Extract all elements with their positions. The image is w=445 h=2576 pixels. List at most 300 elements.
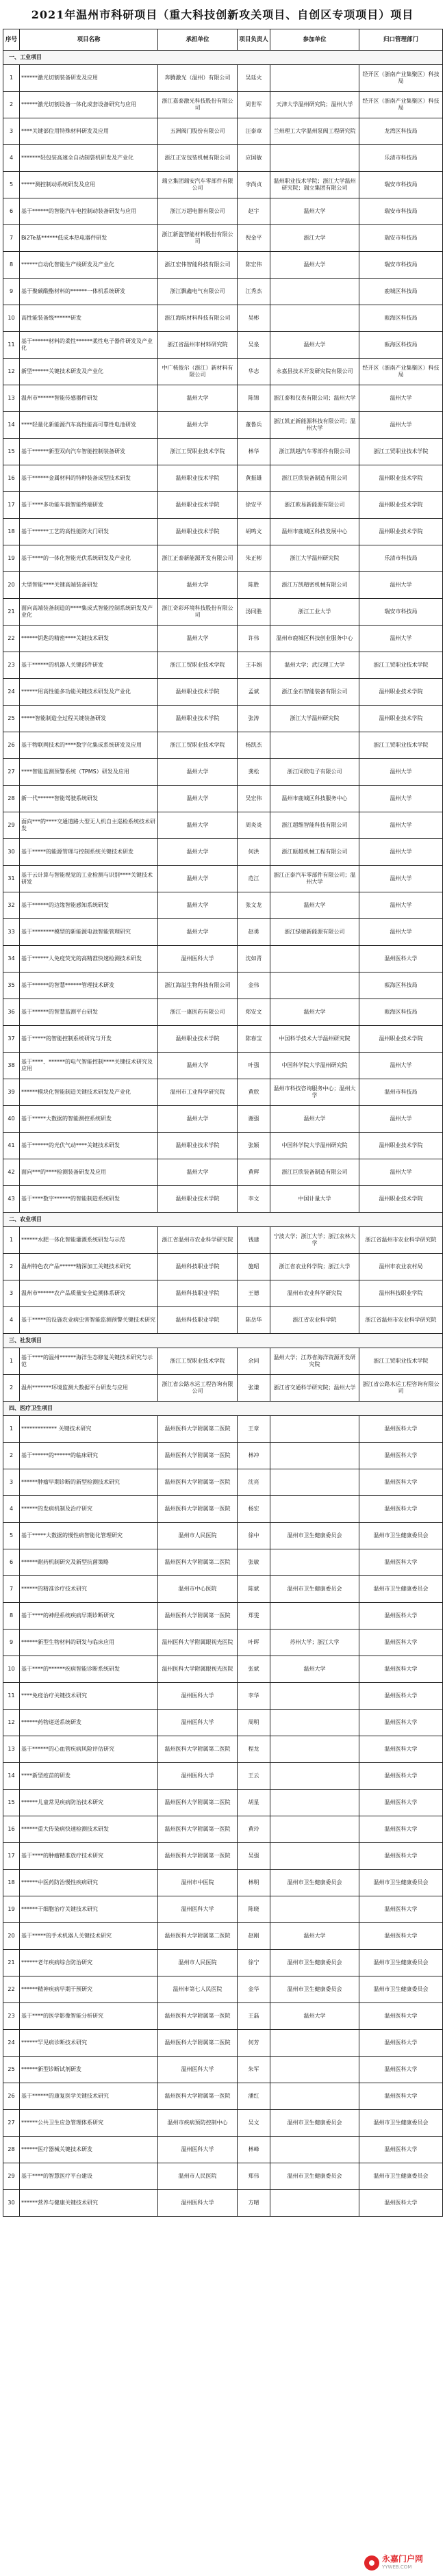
cell-unit: 温州医科大学附属第一医院 — [158, 1496, 238, 1523]
cell-no: 6 — [3, 198, 20, 225]
cell-partners: 浙江巨欣装备制造有限公司 — [270, 465, 359, 492]
cell-unit: 温州大学 — [158, 572, 238, 599]
cell-no: 1 — [3, 1227, 20, 1254]
cell-dept: 温州医科大学 — [359, 1763, 443, 1790]
cell-name: ******模块化智能制造关键技术研发及产业化 — [20, 1079, 158, 1106]
table-row — [3, 65, 443, 92]
cell-lead: 李华 — [238, 1683, 270, 1710]
cell-no: 6 — [3, 1549, 20, 1576]
cell-unit: 温州大学 — [158, 1159, 238, 1186]
table-header-row — [3, 29, 443, 51]
cell-partners — [270, 1710, 359, 1736]
cell-partners: 浙江泰和仪表有限公司；温州大学 — [270, 385, 359, 412]
cell-unit: 温州大学 — [158, 866, 238, 892]
cell-lead: 王丰娟 — [238, 652, 270, 679]
cell-no: 28 — [3, 2137, 20, 2163]
cell-name: 基于******工艺的高性能防火门研发 — [20, 519, 158, 545]
cell-unit: 温州医科大学 — [158, 1763, 238, 1790]
table-row — [3, 1133, 443, 1159]
cell-partners: 浙江正泰汽车零部件有限公司；温州大学 — [270, 866, 359, 892]
cell-no: 12 — [3, 359, 20, 385]
cell-no: 21 — [3, 1950, 20, 1976]
table-row — [3, 652, 443, 679]
cell-lead: 龚松 — [238, 759, 270, 786]
cell-unit: 五洲阀门股份有限公司 — [158, 118, 238, 145]
cell-no: 4 — [3, 1496, 20, 1523]
cell-partners — [270, 279, 359, 305]
cell-lead: 金伟 — [238, 973, 270, 999]
cell-dept: 温州职业技术学院 — [359, 1133, 443, 1159]
cell-lead: 金华 — [238, 1976, 270, 2003]
cell-name: ******公共卫生应急管理体系研究 — [20, 2110, 158, 2137]
cell-partners: 中国科学院大学温州研究院 — [270, 1053, 359, 1079]
table-row — [3, 1630, 443, 1656]
cell-lead: 张斌 — [238, 1656, 270, 1683]
cell-partners: 浙江同欣电子有限公司 — [270, 759, 359, 786]
cell-dept: 温州市卫生健康委员会 — [359, 1576, 443, 1603]
cell-partners: 中国科学技术大学温州研究院 — [270, 1026, 359, 1053]
cell-unit: 温州医科大学附属第一医院 — [158, 1443, 238, 1469]
cell-unit: 瑞立集团瑞安汽车零部件有限公司 — [158, 172, 238, 198]
section-label: 四、医疗卫生项目 — [3, 1402, 443, 1416]
cell-no: 39 — [3, 1079, 20, 1106]
cell-partners: 浙江大学温州研究院 — [270, 545, 359, 572]
cell-unit: 浙江正泰新能源开发有限公司 — [158, 545, 238, 572]
cell-lead: 陈斌 — [238, 1576, 270, 1603]
watermark-logo-icon — [364, 2555, 379, 2571]
cell-lead: 吴宏伟 — [238, 786, 270, 812]
cell-dept: 温州大学 — [359, 919, 443, 946]
cell-lead: 沈亮 — [238, 1469, 270, 1496]
cell-dept: 温州大学 — [359, 626, 443, 652]
project-table — [3, 29, 443, 2217]
cell-no: 41 — [3, 1133, 20, 1159]
cell-no: 10 — [3, 1656, 20, 1683]
cell-name: ******水肥一体化智能灌溉系统研发与示范 — [20, 1227, 158, 1254]
cell-partners: 苏州大学；浙江大学 — [270, 1630, 359, 1656]
cell-no: 13 — [3, 1736, 20, 1763]
cell-no: 35 — [3, 973, 20, 999]
cell-name: ******儿童常见疾病防治技术研究 — [20, 1790, 158, 1816]
table-row — [3, 1816, 443, 1843]
cell-lead: 王磊 — [238, 2003, 270, 2030]
cell-unit: 温州大学 — [158, 626, 238, 652]
cell-partners — [270, 145, 359, 172]
cell-unit: 温州市人民医院 — [158, 1523, 238, 1549]
cell-no: 2 — [3, 1443, 20, 1469]
section-row — [3, 1402, 443, 1416]
cell-no: 5 — [3, 172, 20, 198]
cell-lead: 周明 — [238, 1710, 270, 1736]
cell-partners: 温州市农业科学研究院 — [270, 1280, 359, 1307]
header-unit: 承担单位 — [158, 29, 238, 51]
cell-unit: 温州医科大学附属第一医院 — [158, 1469, 238, 1496]
cell-lead: 陈春宝 — [238, 1026, 270, 1053]
cell-partners — [270, 1683, 359, 1710]
cell-dept: 温州医科大学 — [359, 1923, 443, 1950]
cell-unit: 温州医科大学附属第二医院 — [158, 1736, 238, 1763]
cell-unit: 温州医科大学 — [158, 2137, 238, 2163]
cell-unit: 温州职业技术学院 — [158, 1186, 238, 1213]
cell-unit: 温州医科大学附属第一医院 — [158, 2083, 238, 2110]
cell-name: ****智能监测预警系统（TPMS）研发及应用 — [20, 759, 158, 786]
cell-name: 基于聚碳酸酯材料的******一体机系统研发 — [20, 279, 158, 305]
cell-no: 15 — [3, 1790, 20, 1816]
cell-dept: 温州医科大学 — [359, 2057, 443, 2083]
cell-no: 33 — [3, 919, 20, 946]
cell-dept: 温州医科大学 — [359, 1603, 443, 1630]
cell-no: 3 — [3, 1469, 20, 1496]
table-row — [3, 599, 443, 626]
cell-dept: 温州市卫生健康委员会 — [359, 2110, 443, 2137]
cell-no: 18 — [3, 519, 20, 545]
cell-no: 28 — [3, 786, 20, 812]
cell-lead: 吴廷火 — [238, 65, 270, 92]
cell-name: 基于******的******的临床研究 — [20, 1443, 158, 1469]
cell-partners: 温州市科技咨询服务中心；温州大学 — [270, 1079, 359, 1106]
cell-lead: 钱建 — [238, 1227, 270, 1254]
cell-no: 25 — [3, 2057, 20, 2083]
table-row — [3, 2083, 443, 2110]
table-row — [3, 1576, 443, 1603]
cell-unit: 浙江工贸职业技术学院 — [158, 732, 238, 759]
cell-partners: 温州大学 — [270, 892, 359, 919]
cell-lead: 周炎炎 — [238, 812, 270, 839]
cell-unit: 温州医科大学附属第一医院 — [158, 2003, 238, 2030]
cell-partners: 浙江瓯越机械工程有限公司 — [270, 839, 359, 866]
cell-lead: 方晴 — [238, 2190, 270, 2217]
cell-no: 23 — [3, 652, 20, 679]
cell-dept: 鹿城区科技局 — [359, 279, 443, 305]
cell-name: 基于****的肿瘤精准放疗技术研究 — [20, 1843, 158, 1870]
cell-dept: 温州大学 — [359, 839, 443, 866]
cell-name: 基于*****的设施农业病虫害智能监测预警关键技术研究 — [20, 1307, 158, 1334]
cell-name: ******自动化智能生产线研发及产业化 — [20, 252, 158, 279]
cell-name: 基于****多功能车载智能终端研发 — [20, 492, 158, 519]
cell-no: 29 — [3, 2163, 20, 2190]
table-row — [3, 1443, 443, 1469]
cell-name: 基于*****的智能控制系统研究与开发 — [20, 1026, 158, 1053]
cell-partners: 温州市卫生健康委员会 — [270, 1950, 359, 1976]
cell-name: ******罕见病诊断技术研究 — [20, 2030, 158, 2057]
cell-lead: 江秀杰 — [238, 279, 270, 305]
table-row — [3, 1923, 443, 1950]
cell-name: ****轻量化新能源汽车高性能高可靠性电池研发 — [20, 412, 158, 439]
cell-name: 基于******的智慧监测平台研发 — [20, 999, 158, 1026]
cell-dept: 温州职业技术学院 — [359, 706, 443, 732]
cell-lead: 何芳 — [238, 2030, 270, 2057]
cell-dept: 温州大学 — [359, 412, 443, 439]
table-row — [3, 1159, 443, 1186]
cell-no: 19 — [3, 1896, 20, 1923]
cell-unit: 温州职业技术学院 — [158, 706, 238, 732]
cell-partners: 温州大学 — [270, 1923, 359, 1950]
table-row — [3, 145, 443, 172]
cell-dept: 温州医科大学 — [359, 2137, 443, 2163]
table-row — [3, 1656, 443, 1683]
cell-partners: 浙江大学 — [270, 225, 359, 252]
cell-lead: 赵刚 — [238, 1923, 270, 1950]
cell-partners — [270, 973, 359, 999]
cell-partners — [270, 1790, 359, 1816]
cell-no: 26 — [3, 732, 20, 759]
cell-dept: 龙湾区科技局 — [359, 118, 443, 145]
cell-unit: 温州职业技术学院 — [158, 519, 238, 545]
cell-no: 4 — [3, 1307, 20, 1334]
cell-dept: 温州医科大学 — [359, 1843, 443, 1870]
header-dept: 归口管理部门 — [359, 29, 443, 51]
cell-name: ****免疫治疗关键技术研究 — [20, 1683, 158, 1710]
cell-no: 14 — [3, 412, 20, 439]
cell-name: ******的精准诊疗技术研究 — [20, 1576, 158, 1603]
cell-unit: 温州大学 — [158, 1106, 238, 1133]
cell-no: 25 — [3, 706, 20, 732]
cell-lead: 郑伟 — [238, 2163, 270, 2190]
cell-lead: 王德 — [238, 1280, 270, 1307]
cell-unit: 浙江万超电器有限公司 — [158, 198, 238, 225]
cell-name: 基于******的智能汽车电控制动装备研发与应用 — [20, 198, 158, 225]
cell-name: 基于*****的手术机器人关键技术研究 — [20, 1923, 158, 1950]
cell-lead: 王云 — [238, 1763, 270, 1790]
cell-unit: 浙江正安包装机械有限公司 — [158, 145, 238, 172]
cell-name: 基于******的心血管疾病风险评估研究 — [20, 1736, 158, 1763]
cell-unit: 温州职业技术学院 — [158, 1133, 238, 1159]
cell-dept: 温州大学 — [359, 1053, 443, 1079]
table-row — [3, 412, 443, 439]
cell-lead: 张谦 — [238, 1375, 270, 1402]
table-row — [3, 1896, 443, 1923]
cell-partners: 温州大学 — [270, 252, 359, 279]
cell-no: 43 — [3, 1186, 20, 1213]
cell-dept: 瑞安市科技局 — [359, 225, 443, 252]
cell-name: ******钥匙的精密****关键技术研发 — [20, 626, 158, 652]
cell-partners: 温州大学 — [270, 1106, 359, 1133]
cell-name: 基于****的温州******海洋生态修复关键技术研究与示范 — [20, 1348, 158, 1375]
table-row — [3, 1079, 443, 1106]
cell-unit: 温州医科大学附属第一医院 — [158, 1843, 238, 1870]
cell-partners: 温州大学 — [270, 198, 359, 225]
cell-dept: 乐清市科技局 — [359, 145, 443, 172]
cell-no: 7 — [3, 225, 20, 252]
cell-lead: 徐中 — [238, 1523, 270, 1549]
header-no: 序号 — [3, 29, 20, 51]
cell-partners: 温州大学 — [270, 999, 359, 1026]
cell-dept: 经开区（浙南产业集聚区）科技局 — [359, 92, 443, 118]
table-row — [3, 1375, 443, 1402]
cell-dept: 温州职业技术学院 — [359, 465, 443, 492]
cell-lead: 倪金平 — [238, 225, 270, 252]
cell-no: 38 — [3, 1053, 20, 1079]
cell-name: ****关键部位用特殊材料研发及应用 — [20, 118, 158, 145]
table-row — [3, 2137, 443, 2163]
cell-lead: 陈宏伟 — [238, 252, 270, 279]
cell-dept: 温州大学 — [359, 1106, 443, 1133]
section-label: 一、工业项目 — [3, 51, 443, 65]
cell-dept: 温州市卫生健康委员会 — [359, 1976, 443, 2003]
cell-dept: 温州医科大学 — [359, 1896, 443, 1923]
table-row — [3, 1280, 443, 1307]
cell-lead: 黄欣 — [238, 1079, 270, 1106]
cell-partners — [270, 1469, 359, 1496]
cell-name: 温州特色农产品******精深加工关键技术研究 — [20, 1254, 158, 1280]
cell-unit: 温州大学 — [158, 839, 238, 866]
section-row — [3, 1334, 443, 1348]
cell-lead: 郑安文 — [238, 999, 270, 1026]
cell-dept: 温州职业技术学院 — [359, 492, 443, 519]
table-row — [3, 1106, 443, 1133]
cell-lead: 黄振雄 — [238, 465, 270, 492]
cell-name: *****测控制动系统研发及应用 — [20, 172, 158, 198]
table-row — [3, 892, 443, 919]
cell-unit: 温州医科大学附属第二医院 — [158, 1549, 238, 1576]
cell-name: *****智能制造全过程关键装备研发 — [20, 706, 158, 732]
cell-dept: 瓯海区科技局 — [359, 999, 443, 1026]
cell-dept: 瓯海区科技局 — [359, 973, 443, 999]
cell-partners: 温州大学 — [270, 2003, 359, 2030]
cell-no: 31 — [3, 866, 20, 892]
cell-dept: 温州大学 — [359, 572, 443, 599]
cell-no: 19 — [3, 545, 20, 572]
cell-partners — [270, 1843, 359, 1870]
cell-name: ******药物递送系统研发 — [20, 1710, 158, 1736]
header-lead: 项目负责人 — [238, 29, 270, 51]
table-row — [3, 973, 443, 999]
table-row — [3, 999, 443, 1026]
table-row — [3, 1416, 443, 1443]
cell-lead: 赵宇 — [238, 198, 270, 225]
cell-unit: 浙江嘉泰激光科技股份有限公司 — [158, 92, 238, 118]
cell-unit: 浙江海溢生物科技有限公司 — [158, 973, 238, 999]
cell-unit: 温州市工业科学研究院 — [158, 1079, 238, 1106]
cell-name: 面向高端装备制造的****集成式智能控制系统研发及产业化 — [20, 599, 158, 626]
cell-name: 基于*****大数据的慢性病智能化管理研究 — [20, 1523, 158, 1549]
cell-dept: 温州职业技术学院 — [359, 1026, 443, 1053]
cell-no: 40 — [3, 1106, 20, 1133]
watermark-text: 永嘉门户网 — [382, 2554, 424, 2564]
table-row — [3, 1496, 443, 1523]
cell-unit: 温州大学 — [158, 892, 238, 919]
cell-unit: 温州医科大学 — [158, 1896, 238, 1923]
cell-no: 21 — [3, 599, 20, 626]
cell-no: 3 — [3, 118, 20, 145]
cell-name: ****新型疫苗的研发 — [20, 1763, 158, 1790]
cell-lead: 吴泉 — [238, 332, 270, 359]
cell-partners: 温州市鹿城区科技发展中心 — [270, 519, 359, 545]
cell-partners — [270, 305, 359, 332]
cell-name: ************* 关键技术研究 — [20, 1416, 158, 1443]
cell-partners: 温州大学；江苏省海洋资源开发研究院 — [270, 1348, 359, 1375]
cell-dept: 瑞安市科技局 — [359, 172, 443, 198]
cell-partners: 浙江省交通科学研究院；温州大学 — [270, 1375, 359, 1402]
cell-name: *******轻包装高速全自动制袋机研发及产业化 — [20, 145, 158, 172]
cell-name: 基于******的智慧******管理技术研发 — [20, 973, 158, 999]
cell-dept: 温州医科大学 — [359, 1469, 443, 1496]
cell-unit: 浙江海航材料科技有限公司 — [158, 305, 238, 332]
cell-unit: 温州医科大学附属第二医院 — [158, 2030, 238, 2057]
table-row — [3, 1950, 443, 1976]
cell-name: 温州市******农产品质量安全追溯体系研究 — [20, 1280, 158, 1307]
table-row — [3, 1307, 443, 1334]
cell-dept: 温州医科大学 — [359, 1416, 443, 1443]
cell-no: 16 — [3, 465, 20, 492]
cell-partners: 温州市鹿城区科技服务中心 — [270, 786, 359, 812]
cell-partners: 浙江巨欣装备制造有限公司 — [270, 1159, 359, 1186]
table-row — [3, 786, 443, 812]
cell-no: 4 — [3, 145, 20, 172]
cell-dept: 温州市科技局 — [359, 1079, 443, 1106]
cell-partners — [270, 1549, 359, 1576]
cell-dept: 温州医科大学 — [359, 2003, 443, 2030]
page-title: 2021年温州市科研项目（重大科技创新攻关项目、自创区专项项目）项目 — [31, 8, 414, 21]
cell-unit: 浙江工贸职业技术学院 — [158, 652, 238, 679]
table-row — [3, 2163, 443, 2190]
cell-lead: 徐安平 — [238, 492, 270, 519]
header-name: 项目名称 — [20, 29, 158, 51]
table-row — [3, 439, 443, 465]
cell-partners: 浙江凯正新能源科技有限公司；温州大学 — [270, 412, 359, 439]
cell-name: ******精神疾病早期干预研究 — [20, 1976, 158, 2003]
cell-partners: 浙江超维智能科技有限公司 — [270, 812, 359, 839]
cell-name: 基于****的一体化智能光伏系统研发及产业化 — [20, 545, 158, 572]
cell-lead: 黄辉 — [238, 1159, 270, 1186]
cell-dept: 温州大学 — [359, 866, 443, 892]
cell-dept: 浙江省温州市农业科学研究院 — [359, 1307, 443, 1334]
cell-name: 高性能装备级******研发 — [20, 305, 158, 332]
table-row — [3, 2003, 443, 2030]
cell-lead: 林峰 — [238, 2137, 270, 2163]
cell-unit: 温州科技职业学院 — [158, 1280, 238, 1307]
cell-dept: 温州大学 — [359, 786, 443, 812]
cell-partners: 浙江万凯精密机械有限公司 — [270, 572, 359, 599]
cell-dept: 浙江省公路水运工程咨询有限公司 — [359, 1375, 443, 1402]
table-row — [3, 1603, 443, 1630]
cell-lead: 杨凯杰 — [238, 732, 270, 759]
cell-name: 基于******材料的柔性******柔性电子器件研发及产业化 — [20, 332, 158, 359]
cell-name: 基于******新型双向汽车智能控制装备研发 — [20, 439, 158, 465]
cell-unit: 浙江飘鑫电气有限公司 — [158, 279, 238, 305]
cell-unit: 温州大学 — [158, 812, 238, 839]
cell-dept: 温州大学 — [359, 1159, 443, 1186]
table-body — [3, 51, 443, 2217]
cell-no: 20 — [3, 572, 20, 599]
cell-partners: 浙江绿驰新能源有限公司 — [270, 919, 359, 946]
cell-name: 基于******的机器人关键部件研发 — [20, 652, 158, 679]
cell-lead: 李尚贞 — [238, 172, 270, 198]
cell-no: 13 — [3, 385, 20, 412]
table-row — [3, 866, 443, 892]
cell-unit: 浙江省温州市农业科学研究院 — [158, 1227, 238, 1254]
section-label: 三、社发项目 — [3, 1334, 443, 1348]
cell-dept: 温州科技职业学院 — [359, 1280, 443, 1307]
cell-unit: 奔腾激光（温州）有限公司 — [158, 65, 238, 92]
table-row — [3, 1683, 443, 1710]
cell-no: 23 — [3, 2003, 20, 2030]
cell-lead: 陈岳华 — [238, 1307, 270, 1334]
cell-lead: 王章 — [238, 1416, 270, 1443]
cell-partners — [270, 2083, 359, 2110]
table-row — [3, 1026, 443, 1053]
cell-partners: 浙江省农业科学院；浙江大学 — [270, 1254, 359, 1280]
cell-unit: 温州医科大学 — [158, 2057, 238, 2083]
cell-unit: 温州医科大学附属眼视光医院 — [158, 1656, 238, 1683]
cell-lead: 华志 — [238, 359, 270, 385]
table-row — [3, 225, 443, 252]
table-row — [3, 1843, 443, 1870]
cell-no: 36 — [3, 999, 20, 1026]
cell-lead: 胡鸣文 — [238, 519, 270, 545]
cell-partners — [270, 946, 359, 973]
cell-dept: 温州医科大学 — [359, 1630, 443, 1656]
